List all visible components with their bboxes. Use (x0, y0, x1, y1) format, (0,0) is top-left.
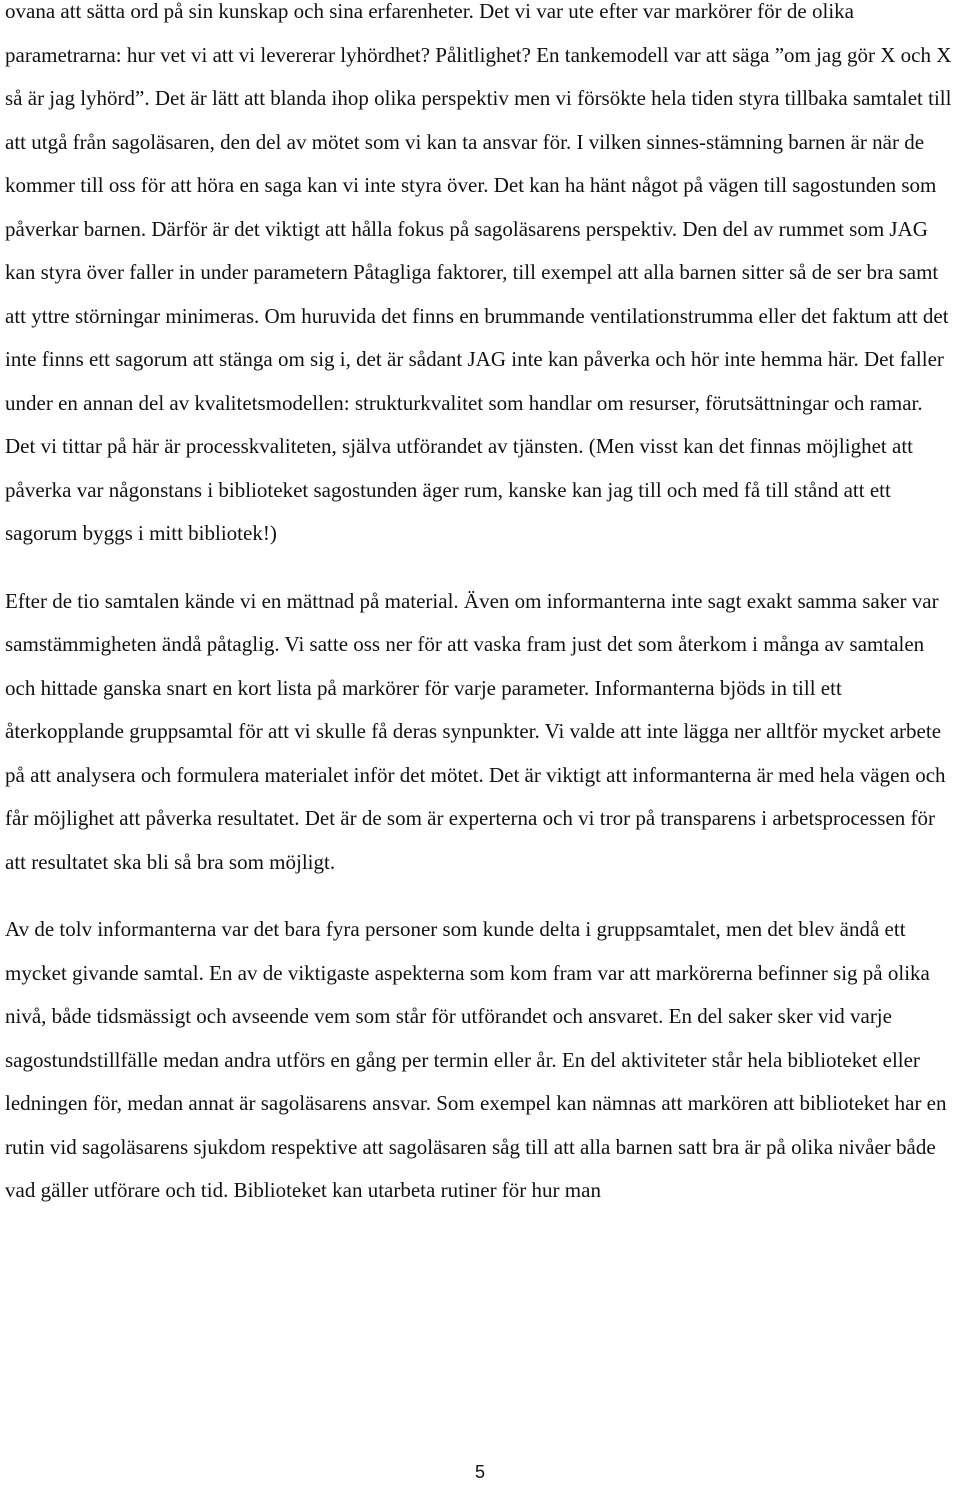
page-number: 5 (474, 1462, 485, 1482)
body-paragraph-3: Av de tolv informanterna var det bara fyra personer som kunde delta i gruppsamtalet, men det blev ändå ett mycket givande samtal. En av de viktigaste aspekterna som kom fram var att markörerna befinner sig på olika nivå, både tidsmässigt och avseende vem som står för utförandet och ansvaret. En del saker sker vid varje sagostundstillfälle medan andra utförs en gång per termin eller år. En del aktiviteter står hela biblioteket eller ledningen för, medan annat är sagoläsarens ansvar. Som exempel kan nämnas att markören att biblioteket har en rutin vid sagoläsarens sjukdom respektive att sagoläsaren såg till att alla barnen satt bra är på olika nivåer både vad gäller utförare och tid. Biblioteket kan utarbeta rutiner för hur man (5, 917, 947, 1202)
body-paragraph-2: Efter de tio samtalen kände vi en mättnad på material. Även om informanterna inte sagt exakt samma saker var samstämmigheten ändå påtaglig. Vi satte oss ner för att vaska fram just det som återkom i många av samtalen och hittade ganska snart en kort lista på markörer för varje parameter. Informanterna bjöds in till ett återkopplande gruppsamtal för att vi skulle få deras synpunkter. Vi valde att inte lägga ner alltför mycket arbete på att analysera och formulera materialet inför det mötet. Det är viktigt att informanterna är med hela vägen och får möjlighet att påverka resultatet. Det är de som är experterna och vi tror på transparens i arbetsprocessen för att resultatet ska bli så bra som möjligt. (5, 588, 946, 874)
document-page (5, 0, 957, 1213)
body-paragraph-1: ovana att sätta ord på sin kunskap och sina erfarenheter. Det vi var ute efter var markörer för de olika parametrarna: hur vet vi att vi levererar lyhördhet? Pålitlighet? En tankemodell var att säga ”om jag gör X och X så är jag lyhörd”. Det är lätt att blanda ihop olika perspektiv men vi försökte hela tiden styra tillbaka samtalet till att utgå från sagoläsaren, den del av mötet som vi kan ta ansvar för. I vilken sinnes-stämning barnen är när de kommer till oss för att höra en saga kan vi inte styra över. Det kan ha hänt något på vägen till sagostunden som påverkar barnen. Därför är det viktigt att hålla fokus på sagoläsarens perspektiv. Den del av rummet som JAG kan styra över faller in under parametern Påtagliga faktorer, till exempel att alla barnen sitter så de ser bra samt att yttre störningar minimeras. Om huruvida det finns en brummande ventilationstrumma eller det faktum att det inte finns ett sagorum att stänga om sig i, det är sådant JAG inte kan påverka och hör inte hemma här. Det faller under en annan del av kvalitetsmodellen: strukturkvalitet som handlar om resurser, förutsättningar och ramar. Det vi tittar på här är processkvaliteten, själva utförandet av tjänsten. (Men visst kan det finnas möjlighet att påverka var någonstans i biblioteket sagostunden äger rum, kanske kan jag till och med få till stånd att ett sagorum byggs i mitt bibliotek!) (5, 0, 952, 545)
